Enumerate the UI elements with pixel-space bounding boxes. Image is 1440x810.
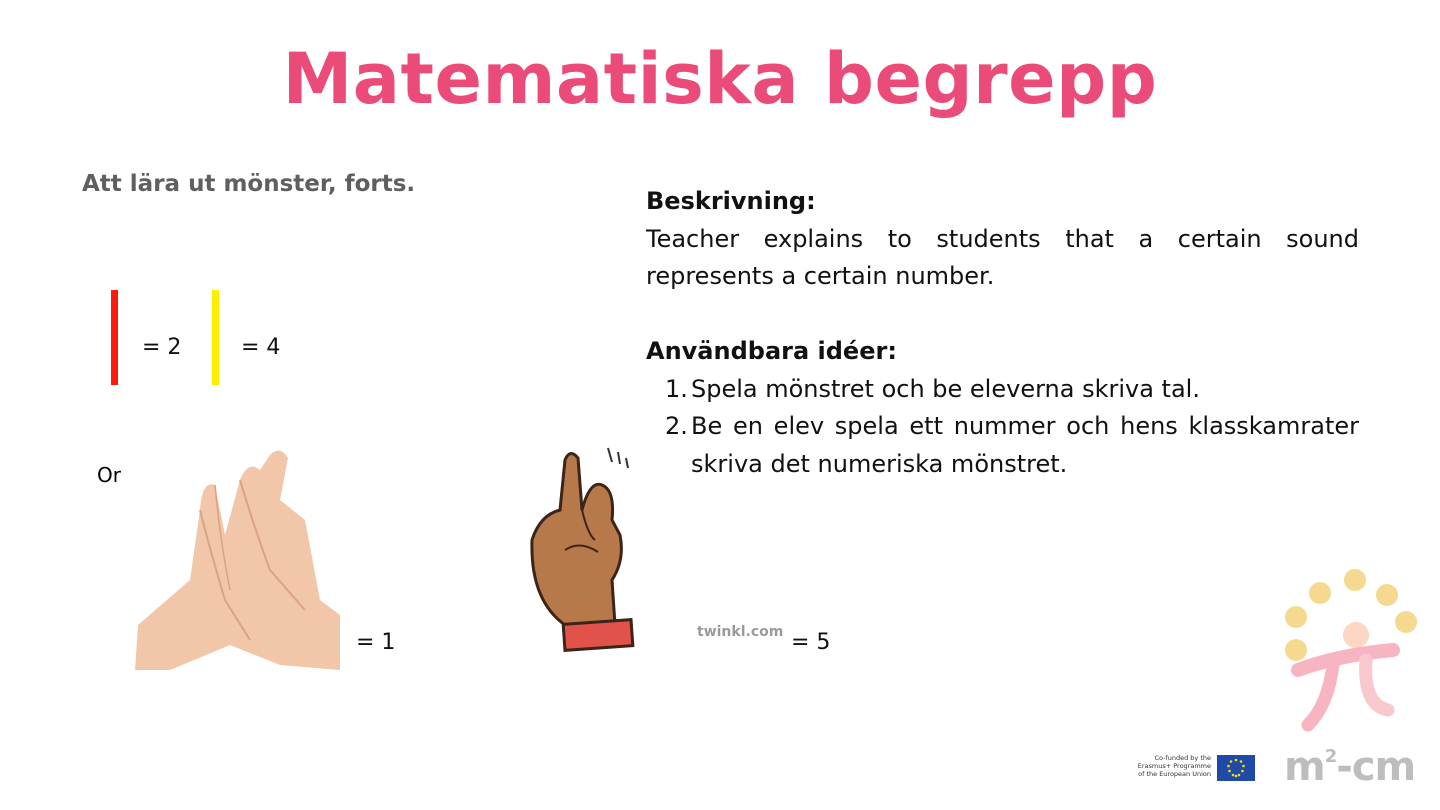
list-item-text: Spela mönstret och be eleverna skriva tal.	[691, 374, 1200, 403]
or-label: Or	[97, 463, 121, 487]
slide-title: Matematiska begrepp	[282, 38, 1158, 120]
pi-music-logo	[1278, 565, 1423, 740]
clapping-hands-image	[130, 440, 350, 675]
description-text: Teacher explains to students that a certain sound represents a certain number.	[646, 224, 1359, 290]
snap-value: = 5	[791, 630, 831, 655]
ideas-heading: Användbara idéer:	[646, 337, 897, 365]
list-item-text: Be en elev spela ett nummer och hens klasskamrater skriva det numeriska mönstret.	[691, 412, 1359, 478]
list-item	[646, 371, 1359, 409]
list-item	[646, 408, 1359, 483]
description-heading: Beskrivning:	[646, 187, 816, 215]
twinkl-credit: twinkl.com	[697, 624, 784, 640]
description-block	[646, 183, 1359, 483]
red-bar	[111, 290, 118, 385]
list-item-number: 2.	[665, 412, 688, 440]
m2cm-logo: $m^2-cm$	[1284, 744, 1416, 790]
yellow-bar	[212, 290, 219, 385]
list-item-number: 1.	[665, 374, 688, 403]
clap-value: = 1	[356, 630, 396, 655]
slide-subtitle: Att lära ut mönster, forts.	[82, 171, 416, 197]
eu-cofunded-text: Co-funded by the Erasmus+ Programme of the European Union	[1137, 754, 1211, 778]
finger-snap-image	[520, 440, 645, 655]
red-bar-value: = 2	[142, 335, 182, 360]
eu-flag-icon	[1217, 755, 1255, 781]
ideas-list	[646, 371, 1359, 484]
yellow-bar-value: = 4	[241, 335, 281, 360]
